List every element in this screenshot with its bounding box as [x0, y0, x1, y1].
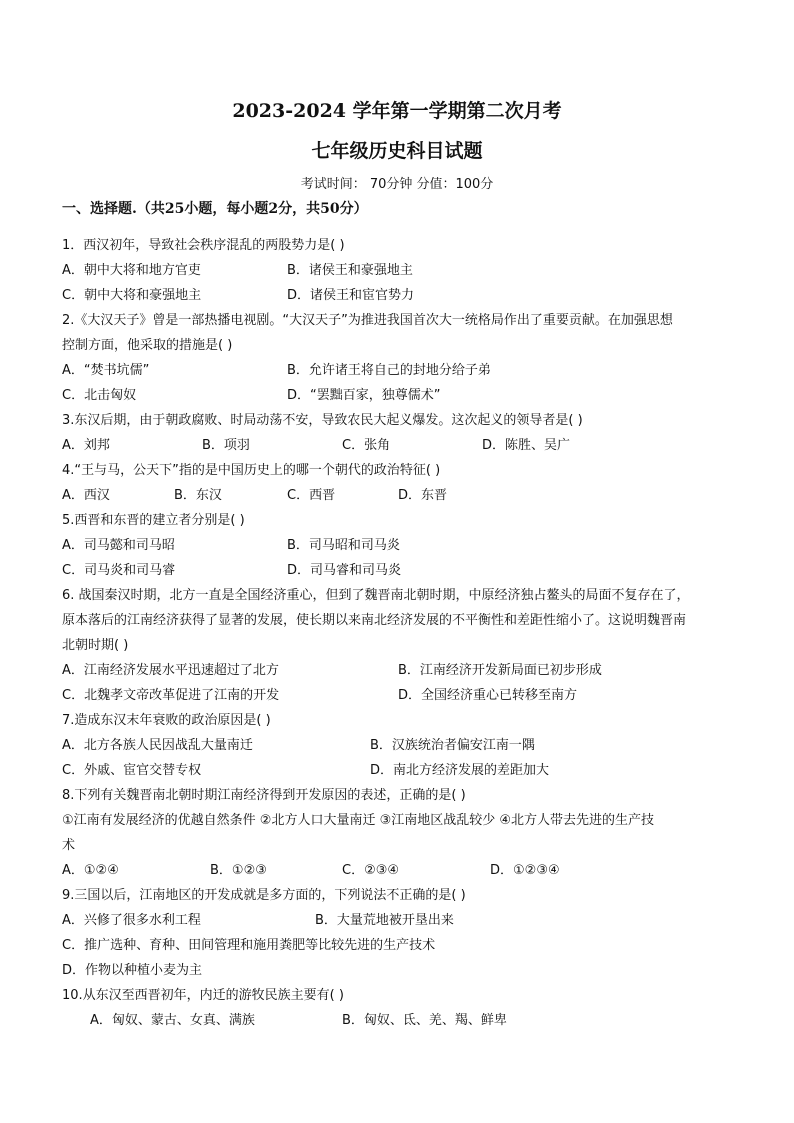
question-8-option-c: C．②③④: [342, 863, 400, 878]
question-9-option-c: C．推广选种、育种、田间管理和施用粪肥等比较先进的生产技术: [62, 938, 436, 953]
question-1-option-a: A．朝中大将和地方官吏: [62, 263, 201, 278]
question-2-option-b: B．允许诸王将自己的封地分给子弟: [287, 363, 491, 378]
question-1-option-d: D．诸侯王和宦官势力: [287, 288, 415, 303]
question-7-stem: 7.造成东汉末年衰败的政治原因是( ): [62, 713, 271, 728]
question-3-stem: 3.东汉后期，由于朝政腐败、时局动荡不安，导致农民大起义爆发。这次起义的领导者是( ): [62, 413, 583, 428]
question-6-stem-line-1: 6. 战国秦汉时期，北方一直是全国经济重心，但到了魏晋南北朝时期，中原经济独占鳌头的局面不复存在了，: [62, 588, 690, 603]
question-4-stem: 4.“王与马，公天下”指的是中国历史上的哪一个朝代的政治特征( ): [62, 463, 441, 478]
question-2-option-d: D．“罢黜百家，独尊儒术”: [287, 388, 441, 403]
exam-title: 2023-2024 学年第一学期第二次月考: [232, 100, 562, 122]
question-6-option-a: A．江南经济发展水平迅速超过了北方: [62, 663, 279, 678]
question-6-option-d: D．全国经济重心已转移至南方: [398, 688, 578, 703]
question-5-option-a: A．司马懿和司马昭: [62, 538, 175, 553]
question-10-option-b: B．匈奴、氐、羌、羯、鲜卑: [342, 1013, 507, 1028]
question-9-option-d: D．作物以种植小麦为主: [62, 963, 203, 978]
question-5-stem: 5.西晋和东晋的建立者分别是( ): [62, 513, 245, 528]
question-2-option-a: A．“焚书坑儒”: [62, 363, 150, 378]
question-1-option-c: C．朝中大将和豪强地主: [62, 288, 202, 303]
question-10-option-a: A．匈奴、蒙古、女真、满族: [90, 1013, 255, 1028]
question-8-stem-line-3: 术: [62, 838, 76, 853]
question-3-option-b: B．项羽: [202, 438, 250, 453]
question-5-option-c: C．司马炎和司马睿: [62, 563, 176, 578]
question-8-option-d: D．①②③④: [490, 863, 560, 878]
question-3-option-a: A．刘邦: [62, 438, 110, 453]
question-1-stem: 1．西汉初年，导致社会秩序混乱的两股势力是( ): [62, 238, 345, 253]
exam-subtitle: 七年级历史科目试题: [311, 140, 483, 162]
question-3-option-d: D．陈胜、吴广: [482, 438, 571, 453]
question-8-option-b: B．①②③: [210, 863, 267, 878]
question-7-option-a: A．北方各族人民因战乱大量南迁: [62, 738, 253, 753]
question-7-option-d: D．南北方经济发展的差距加大: [370, 763, 550, 778]
question-7-option-c: C．外戚、宦官交替专权: [62, 763, 202, 778]
question-8-stem-line-2: ①江南有发展经济的优越自然条件 ②北方人口大量南迁 ③江南地区战乱较少 ④北方人带去先进的生产技: [62, 813, 655, 828]
question-6-option-b: B．江南经济开发新局面已初步形成: [398, 663, 602, 678]
question-6-stem-line-3: 北朝时期( ): [62, 638, 129, 653]
question-9-option-b: B．大量荒地被开垦出来: [315, 913, 454, 928]
exam-info: 考试时间： 70分钟 分值：100分: [300, 177, 494, 192]
question-9-option-a: A．兴修了很多水利工程: [62, 913, 201, 928]
question-1-option-b: B．诸侯王和豪强地主: [287, 263, 413, 278]
question-4-option-a: A．西汉: [62, 488, 110, 503]
question-10-stem: 10.从东汉至西晋初年，内迁的游牧民族主要有( ): [62, 988, 344, 1003]
question-2-stem-line-1: 2.《大汉天子》曾是一部热播电视剧。“大汉天子”为推进我国首次大一统格局作出了重要贡献。在加强思想: [62, 313, 673, 328]
question-3-option-c: C．张角: [342, 438, 391, 453]
question-4-option-b: B．东汉: [174, 488, 222, 503]
question-6-option-c: C．北魏孝文帝改革促进了江南的开发: [62, 688, 280, 703]
question-8-stem-line-1: 8.下列有关魏晋南北朝时期江南经济得到开发原因的表述，正确的是( ): [62, 788, 466, 803]
question-4-option-c: C．西晋: [287, 488, 336, 503]
question-6-stem-line-2: 原本落后的江南经济获得了显著的发展，使长期以来南北经济发展的不平衡性和差距性缩小了。这说明魏晋南: [62, 613, 687, 628]
question-5-option-b: B．司马昭和司马炎: [287, 538, 400, 553]
question-4-option-d: D．东晋: [398, 488, 448, 503]
section-heading: 一、选择题.（共25小题，每小题2分，共50分）: [62, 201, 368, 217]
question-7-option-b: B．汉族统治者偏安江南一隅: [370, 738, 535, 753]
question-8-option-a: A．①②④: [62, 863, 119, 878]
question-9-stem: 9.三国以后，江南地区的开发成就是多方面的，下列说法不正确的是( ): [62, 888, 466, 903]
question-5-option-d: D．司马睿和司马炎: [287, 563, 402, 578]
question-2-option-c: C．北击匈奴: [62, 388, 137, 403]
question-2-stem-line-2: 控制方面，他采取的措施是( ): [62, 338, 233, 353]
